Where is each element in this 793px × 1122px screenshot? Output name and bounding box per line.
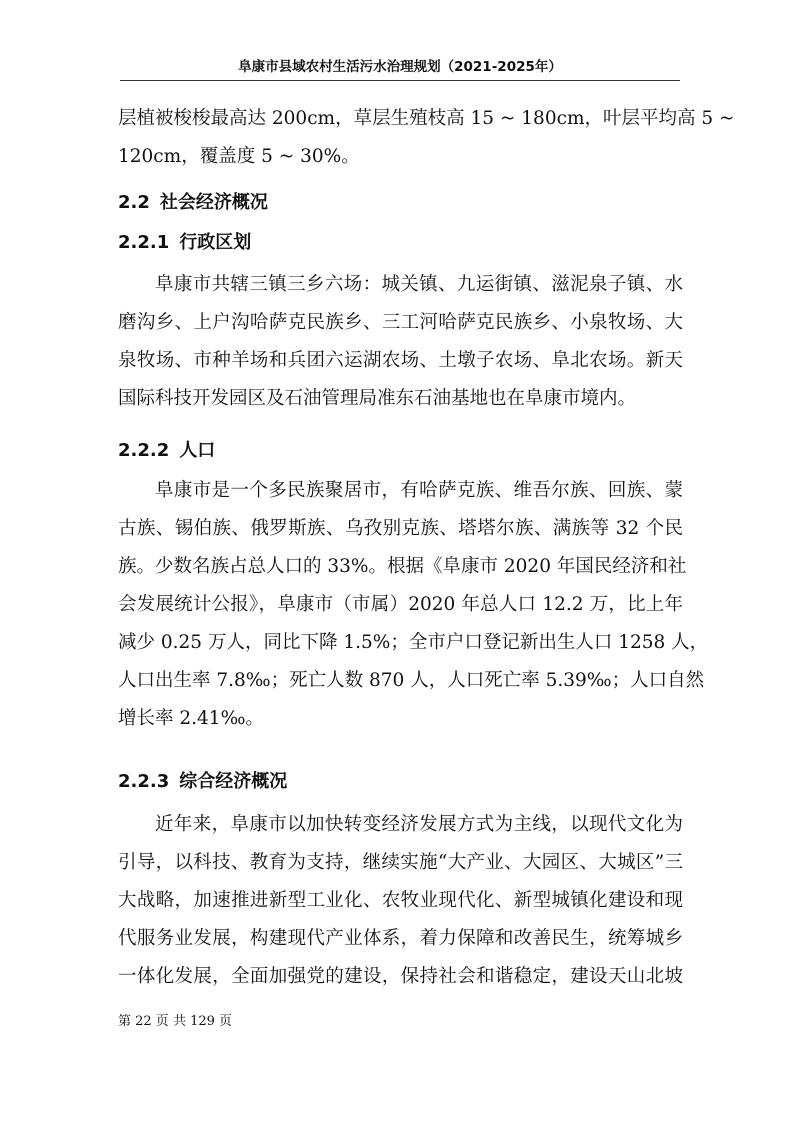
paragraph-line: 族。少数名族占总人口的 33%。根据《阜康市 2020 年国民经济和社 xyxy=(118,556,687,577)
section-number: 2.2.2 xyxy=(118,440,170,461)
paragraph-line: 代服务业发展，构建现代产业体系，着力保障和改善民生，统筹城乡 xyxy=(118,928,683,949)
paragraph-line: 磨沟乡、上户沟哈萨克民族乡、三工河哈萨克民族乡、小泉牧场、大 xyxy=(118,312,683,333)
paragraph-line: 增长率 2.41‰。 xyxy=(118,708,264,729)
section-number: 2.2.3 xyxy=(118,771,170,792)
section-title: 人口 xyxy=(179,440,216,461)
section-heading-2-2-3 xyxy=(118,763,683,801)
section-heading-2-2 xyxy=(118,184,683,222)
paragraph-line: 一体化发展，全面加强党的建设，保持社会和谐稳定，建设天山北坡 xyxy=(118,966,683,987)
section-title: 综合经济概况 xyxy=(179,771,288,792)
intro-paragraph xyxy=(118,100,735,176)
paragraph-administrative-division xyxy=(118,266,683,418)
paragraph-line: 国际科技开发园区及石油管理局准东石油基地也在阜康市境内。 xyxy=(118,388,637,409)
paragraph-line: 阜康市共辖三镇三乡六场：城关镇、九运街镇、滋泥泉子镇、水 xyxy=(155,274,683,295)
paragraph-population xyxy=(118,472,709,738)
intro-line: 120cm，覆盖度 5 ~ 30%。 xyxy=(118,146,360,167)
paragraph-line: 泉牧场、市种羊场和兵团六运湖农场、土墩子农场、阜北农场。新天 xyxy=(118,350,683,371)
intro-line: 层植被梭梭最高达 200cm，草层生殖枝高 15 ~ 180cm，叶层平均高 5 ~ xyxy=(118,108,735,129)
section-heading-2-2-2 xyxy=(118,432,683,470)
paragraph-line: 会发展统计公报》，阜康市（市属）2020 年总人口 12.2 万，比上年 xyxy=(118,594,683,615)
paragraph-line: 古族、锡伯族、俄罗斯族、乌孜别克族、塔塔尔族、满族等 32 个民 xyxy=(118,518,683,539)
paragraph-line: 阜康市是一个多民族聚居市，有哈萨克族、维吾尔族、回族、蒙 xyxy=(155,480,683,501)
section-title: 社会经济概况 xyxy=(159,192,268,213)
section-title: 行政区划 xyxy=(179,232,252,253)
section-number: 2.2 xyxy=(118,192,150,213)
paragraph-line: 减少 0.25 万人，同比下降 1.5%；全市户口登记新出生人口 1258 人， xyxy=(118,632,709,653)
paragraph-economy xyxy=(118,806,683,996)
section-heading-2-2-1 xyxy=(118,224,683,262)
paragraph-line: 引导，以科技、教育为支持，继续实施“大产业、大园区、大城区”三 xyxy=(118,852,683,873)
paragraph-line: 大战略，加速推进新型工业化、农牧业现代化、新型城镇化建设和现 xyxy=(118,890,683,911)
paragraph-line: 近年来，阜康市以加快转变经济发展方式为主线，以现代文化为 xyxy=(155,814,683,835)
page-footer-number: 第 22 页 共 129 页 xyxy=(118,1014,233,1029)
page-header-title: 阜康市县域农村生活污水治理规划（2021-2025年） xyxy=(120,54,680,81)
section-number: 2.2.1 xyxy=(118,232,170,253)
paragraph-line: 人口出生率 7.8‰；死亡人数 870 人，人口死亡率 5.39‰；人口自然 xyxy=(118,670,705,691)
